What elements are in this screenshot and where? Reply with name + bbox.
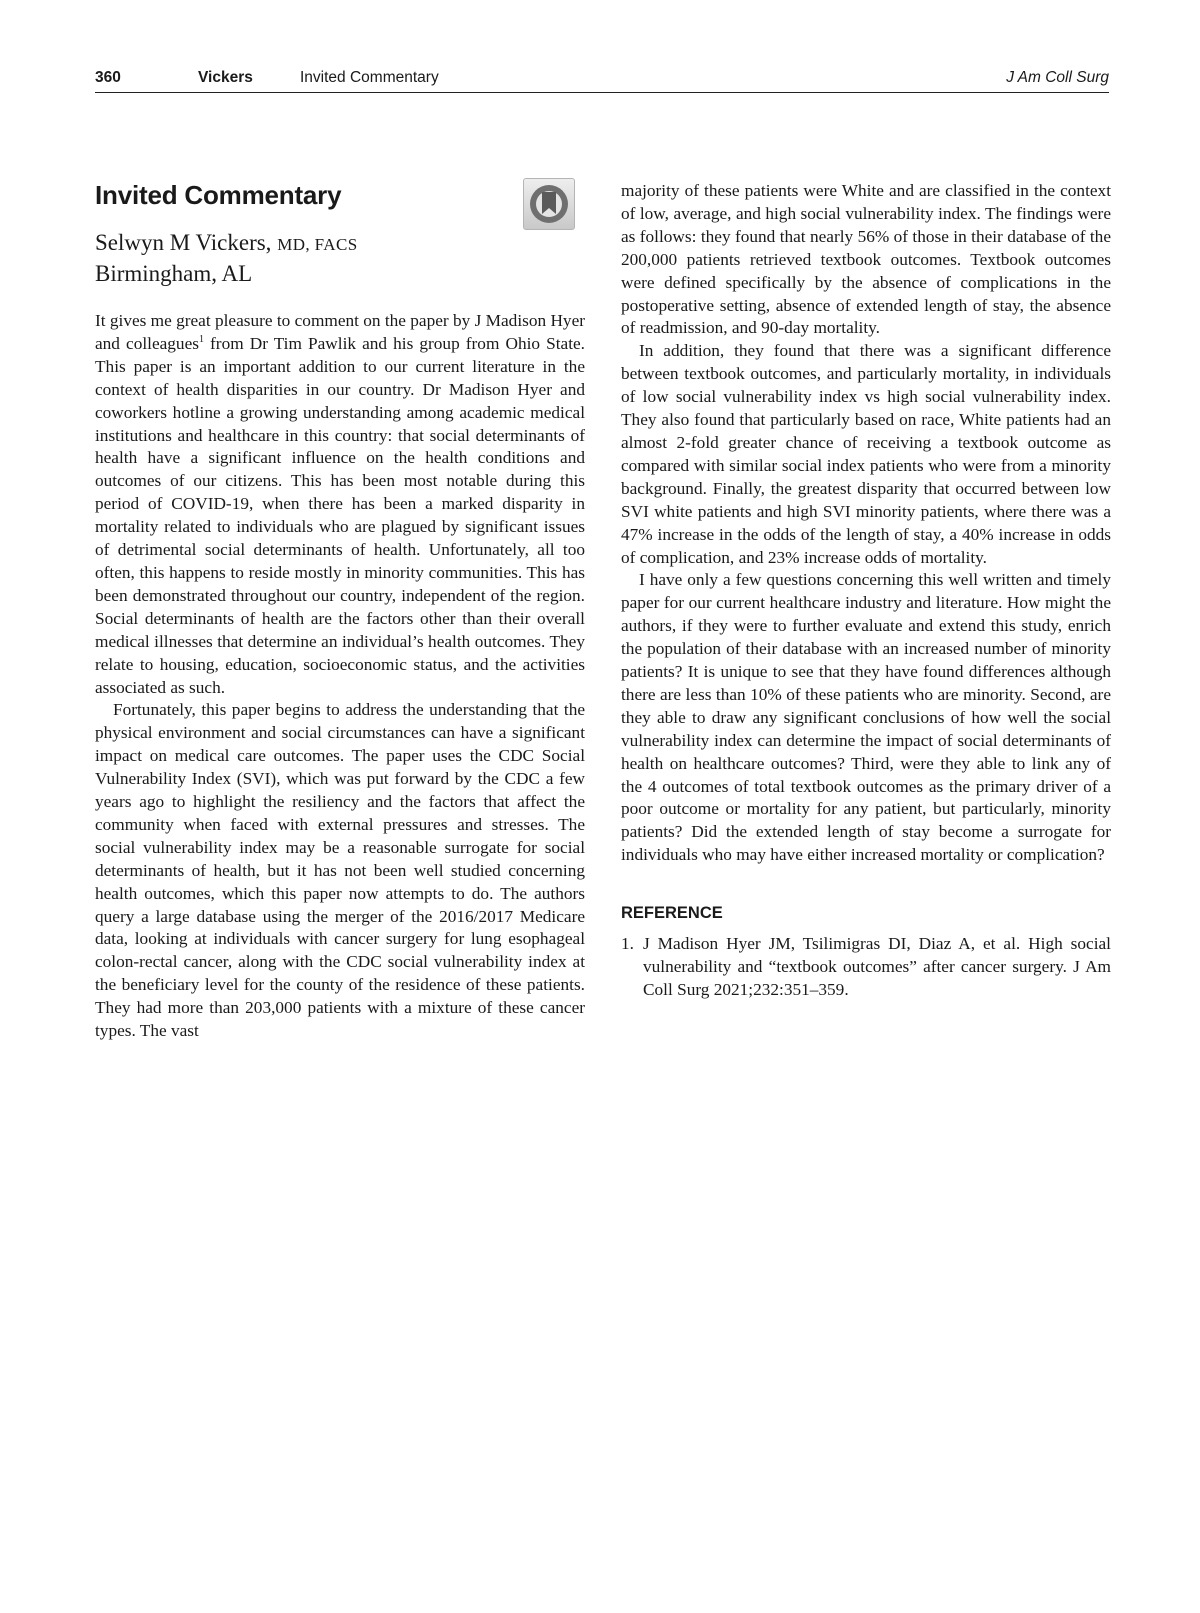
body-paragraph-3: In addition, they found that there was a significant difference between textbook outcomes, and particularly mortality, in individuals of low social vulnerability index vs high social vulnerability index. They also found that particularly based on race, White patients had an almost 2-fold greater chance of receiving a textbook outcome as compared with similar social index patients who were from a minority background. Finally, the greatest disparity that occurred between low SVI white patients and high SVI minority patients, where there was a 47% increase in the odds of the length of stay, a 40% increase in odds of complication, and 23% increase odds of mortality.	[621, 341, 1111, 567]
crossmark-icon[interactable]	[523, 178, 575, 230]
running-head-journal: J Am Coll Surg	[1006, 69, 1109, 86]
body-paragraph-2: Fortunately, this paper begins to address the understanding that the physical environment and social circumstances can have a significant impact on medical care outcomes. The paper uses the CDC Social Vulnerability Index (SVI), which was put forward by the CDC a few years ago to highlight the resiliency and the factors that affect the community when faced with external pressures and stresses. The social vulnerability index may be a reasonable surrogate for social determinants of health, but it has not been well studied concerning health outcomes, which this paper now attempts to do. The authors query a large database using the merger of the 2016/2017 Medicare data, looking at individuals with cancer surgery for lung esophageal colon-rectal cancer, along with the CDC social vulnerability index at the beneficiary level for the county of the residence of these patients. They had more than 203,000 patients with a mixture of these cancer types. The vast	[95, 700, 585, 1041]
left-column	[95, 180, 585, 1043]
body-paragraph-2-continued: majority of these patients were White and are classified in the context of low, average, and high social vulnerability index. The findings were as follows: they found that nearly 56% of those in their database of the 200,000 patients retrieved textbook outcomes. Textbook outcomes were defined specifically by the absence of complications in the postoperative setting, absence of extended length of stay, the absence of readmission, and 90-day mortality.	[621, 181, 1111, 338]
running-head	[95, 66, 1109, 93]
body-paragraph-1: It gives me great pleasure to comment on the paper by J Madison Hyer and colleagues$^1$ from Dr Tim Pawlik and his group from Ohio State. This paper is an important addition to our current literature in the context of health disparities in our country. Dr Madison Hyer and coworkers hotline a growing understanding among academic medical institutions and healthcare in this country: that social determinants of health have a significant influence on the health conditions and outcomes of our citizens. This has been most notable during this period of COVID-19, when there has been a marked disparity in mortality related to individuals who are plagued by significant issues of detrimental social determinants of health. Unfortunately, all too often, this happens to reside mostly in minority communities. This has been demonstrated throughout our country, independent of the region. Social determinants of health are the factors other than their overall medical illnesses that determine an individual’s health outcomes. They relate to housing, education, socioeconomic status, and the activities associated as such.	[95, 311, 585, 697]
reference-number: 1.	[621, 934, 634, 954]
author-name: Selwyn M Vickers,	[95, 230, 272, 255]
reference-text: J Madison Hyer JM, Tsilimigras DI, Diaz A, et al. High social vulnerability and “textbook outcomes” after cancer surgery. J Am Coll Surg 2021;232:351–359.	[643, 934, 1111, 999]
citation-superscript[interactable]: 1	[198, 334, 204, 346]
running-head-section: Invited Commentary	[300, 69, 439, 86]
body-paragraph-4: I have only a few questions concerning this well written and timely paper for our current healthcare industry and literature. How might the authors, if they were to further evaluate and extend this study, enrich the population of their database with an increased number of minority patients? It is unique to see that they have found differences although there are less than 10% of these patients who are minority. Second, are they able to draw any significant conclusions of how well the social vulnerability index can determine the impact of social determinants of health on healthcare outcomes? Third, were they able to link any of the 4 outcomes of total textbook outcomes as the primary driver of a poor outcome or mortality for any patient, but particularly, minority patients? Did the extended length of stay become a surrogate for individuals who may have either increased mortality or complication?	[621, 570, 1111, 865]
article-title: Invited Commentary	[95, 180, 342, 210]
right-column	[621, 180, 1111, 1002]
author-location: Birmingham, AL	[95, 261, 253, 286]
author-degrees: MD, FACS	[277, 235, 358, 254]
reference-item	[621, 933, 1111, 1002]
running-head-author: Vickers	[198, 69, 253, 86]
byline	[95, 228, 585, 288]
page-number: 360	[95, 69, 121, 86]
references-heading: REFERENCE	[621, 904, 723, 923]
